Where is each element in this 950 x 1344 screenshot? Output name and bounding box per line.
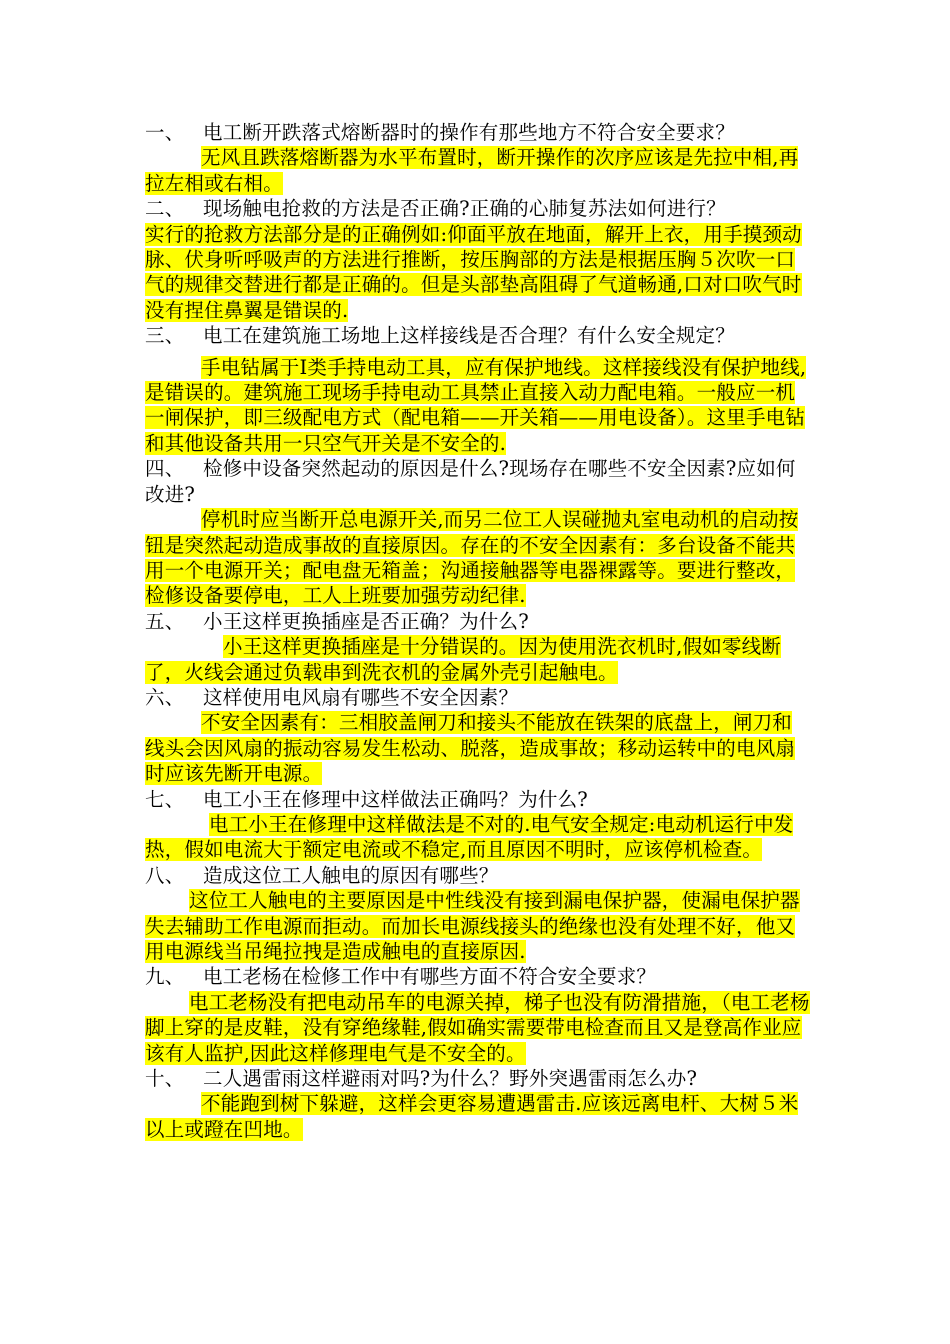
answer-5 xyxy=(145,634,810,685)
question-number: 六、 xyxy=(145,685,185,709)
question-text: 这样使用电风扇有哪些不安全因素？ xyxy=(203,685,519,709)
answer-8 xyxy=(145,888,810,964)
answer-4 xyxy=(145,507,810,609)
question-4 xyxy=(145,456,810,507)
answer-7 xyxy=(145,812,810,863)
answer-text: 电工老杨没有把电动吊车的电源关掉，梯子也没有防滑措施，（电工老杨脚上穿的是皮鞋，没有穿绝缘鞋,假如确实需要带电检查而且又是登高作业应该有人监护,因此这样修理电气是不安全的。 xyxy=(145,990,810,1065)
question-text: 现场触电抢救的方法是否正确?正确的心肺复苏法如何进行？ xyxy=(203,197,726,221)
question-text: 检修中设备突然起动的原因是什么?现场存在哪些不安全因素?应如何改进? xyxy=(145,457,796,506)
question-number: 七、 xyxy=(145,787,185,811)
answer-text: 手电钻属于Ⅰ类手持电动工具，应有保护地线。这样接线没有保护地线,是错误的。建筑施工现场手持电动工具禁止直接入动力配电箱。一般应一机一闸保护，即三级配电方式（配电箱——开关箱——用电设备）。这里手电钻和其他设备共用一只空气开关是不安全的. xyxy=(145,355,807,455)
document-page xyxy=(145,120,810,1142)
question-number: 十、 xyxy=(145,1067,185,1091)
question-text: 电工断开跌落式熔断器时的操作有那些地方不符合安全要求？ xyxy=(203,121,735,144)
answer-2 xyxy=(145,222,810,324)
answer-10 xyxy=(145,1091,810,1142)
question-text: 小王这样更换插座是否正确？为什么? xyxy=(203,609,529,633)
question-text: 电工老杨在检修工作中有哪些方面不符合安全要求？ xyxy=(203,965,657,989)
answer-text: 小王这样更换插座是十分错误的。因为使用洗衣机时,假如零线断了，火线会通过负载串到洗衣机的金属外壳引起触电。 xyxy=(145,635,781,684)
question-2 xyxy=(145,196,810,221)
answer-text: 电工小王在修理中这样做法是不对的.电气安全规定:电动机运行中发热，假如电流大于额定电流或不稳定,而且原因不明时，应该停机检查。 xyxy=(145,812,794,862)
answer-text: 不能跑到树下躲避，这样会更容易遭遇雷击.应该远离电杆、大树５米以上或蹬在凹地。 xyxy=(145,1092,799,1141)
question-3 xyxy=(145,323,810,348)
question-9 xyxy=(145,964,810,989)
question-number: 五、 xyxy=(145,609,185,633)
question-8 xyxy=(145,863,810,888)
question-7 xyxy=(145,787,810,812)
question-1 xyxy=(145,120,810,145)
question-text: 电工小王在修理中这样做法正确吗？为什么? xyxy=(203,787,588,811)
question-5 xyxy=(145,609,810,634)
answer-text: 不安全因素有：三相胶盖闸刀和接头不能放在铁架的底盘上，闸刀和线头会因风扇的振动容易发生松动、脱落，造成事故；移动运转中的电风扇时应该先断开电源。 xyxy=(145,711,796,786)
answer-text: 无风且跌落熔断器为水平布置时，断开操作的次序应该是先拉中相,再拉左相或右相。 xyxy=(145,146,799,195)
answer-text: 实行的抢救方法部分是的正确例如:仰面平放在地面，解开上衣，用手摸颈动脉、伏身听呼吸声的方法进行推断，按压胸部的方法是根据压胸５次吹一口气的规律交替进行都是正确的。但是头部垫高阻碍了气道畅通,口对口吹气时没有捏住鼻翼是错误的. xyxy=(145,222,802,322)
question-number: 八、 xyxy=(145,863,185,887)
question-6 xyxy=(145,685,810,710)
answer-1 xyxy=(145,145,810,196)
question-text: 二人遇雷雨这样避雨对吗?为什么？野外突遇雷雨怎么办? xyxy=(203,1067,698,1091)
answer-6 xyxy=(145,710,810,786)
question-number: 一、 xyxy=(145,121,185,144)
question-text: 电工在建筑施工场地上这样接线是否合理？有什么安全规定？ xyxy=(203,324,735,348)
question-number: 三、 xyxy=(145,324,185,348)
answer-text: 停机时应当断开总电源开关,而另二位工人误碰抛丸室电动机的启动按钮是突然起动造成事故的直接原因。存在的不安全因素有：多台设备不能共用一个电源开关；配电盘无箱盖；沟通接触器等电器裸露等。要进行整改，检修设备要停电，工人上班要加强劳动纪律. xyxy=(145,508,799,608)
answer-text: 这位工人触电的主要原因是中性线没有接到漏电保护器，使漏电保护器失去辅助工作电源而拒动。而加长电源线接头的绝缘也没有处理不好，他又用电源线当吊绳拉拽是造成触电的直接原因. xyxy=(145,889,800,963)
question-10 xyxy=(145,1066,810,1091)
answer-9 xyxy=(145,990,810,1066)
question-number: 二、 xyxy=(145,197,185,221)
question-number: 九、 xyxy=(145,965,185,989)
question-number: 四、 xyxy=(145,457,185,481)
question-text: 造成这位工人触电的原因有哪些？ xyxy=(203,863,499,887)
answer-3 xyxy=(145,355,810,457)
